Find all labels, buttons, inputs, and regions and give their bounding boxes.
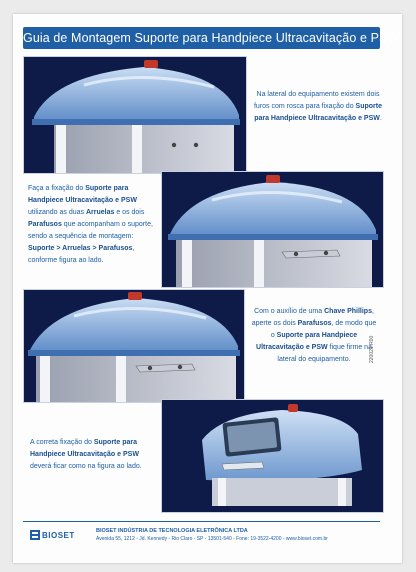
company-name: BIOSET INDÚSTRIA DE TECNOLOGIA ELETRÔNICA LTDA: [96, 528, 248, 534]
title-banner: [23, 27, 400, 49]
logo-text: BIOSET: [42, 531, 75, 540]
document-title: Guia de Montagem Suporte para Handpiece Ultracavitação e PSW: [23, 31, 400, 45]
photo-tighten-screws: [23, 289, 245, 403]
footer-divider: [23, 521, 380, 522]
company-address: Avenida 55, 1212 - Jd. Kennedy - Rio Claro - SP - 13501-540 - Fone: 19-3522-4200 - www.bioset.com.br: [96, 536, 328, 542]
step-1-text: Na lateral do equipamento existem dois furos com rosca para fixação do Suporte para Handpiece Ultracavitação e PSW.: [253, 91, 382, 122]
photo-device-side-holes: [23, 56, 247, 174]
step-3-text: Com o auxílio de uma Chave Phillips, aperte os dois Parafusos, de modo que o Suporte para Handpiece Ultracavitação e PSW fique firme na lateral do equipamento.: [251, 308, 377, 363]
photo-support-washers-screws: [161, 171, 384, 288]
step-4-text: A correta fixação do Suporte para Handpiece Ultracavitação e PSW deverá ficar como na figura ao lado.: [30, 439, 142, 470]
photo-finished-device: [161, 399, 384, 513]
step-2-text: Faça a fixação do Suporte para Handpiece Ultracavitação e PSW utilizando as duas Arruelas e os dois Parafusos que acompanham o suporte, sendo a sequência de montagem: Suporte > Arruelas > Parafusos, conforme figura ao lado.: [28, 185, 153, 264]
document-code: 220021 R00: [369, 335, 375, 363]
